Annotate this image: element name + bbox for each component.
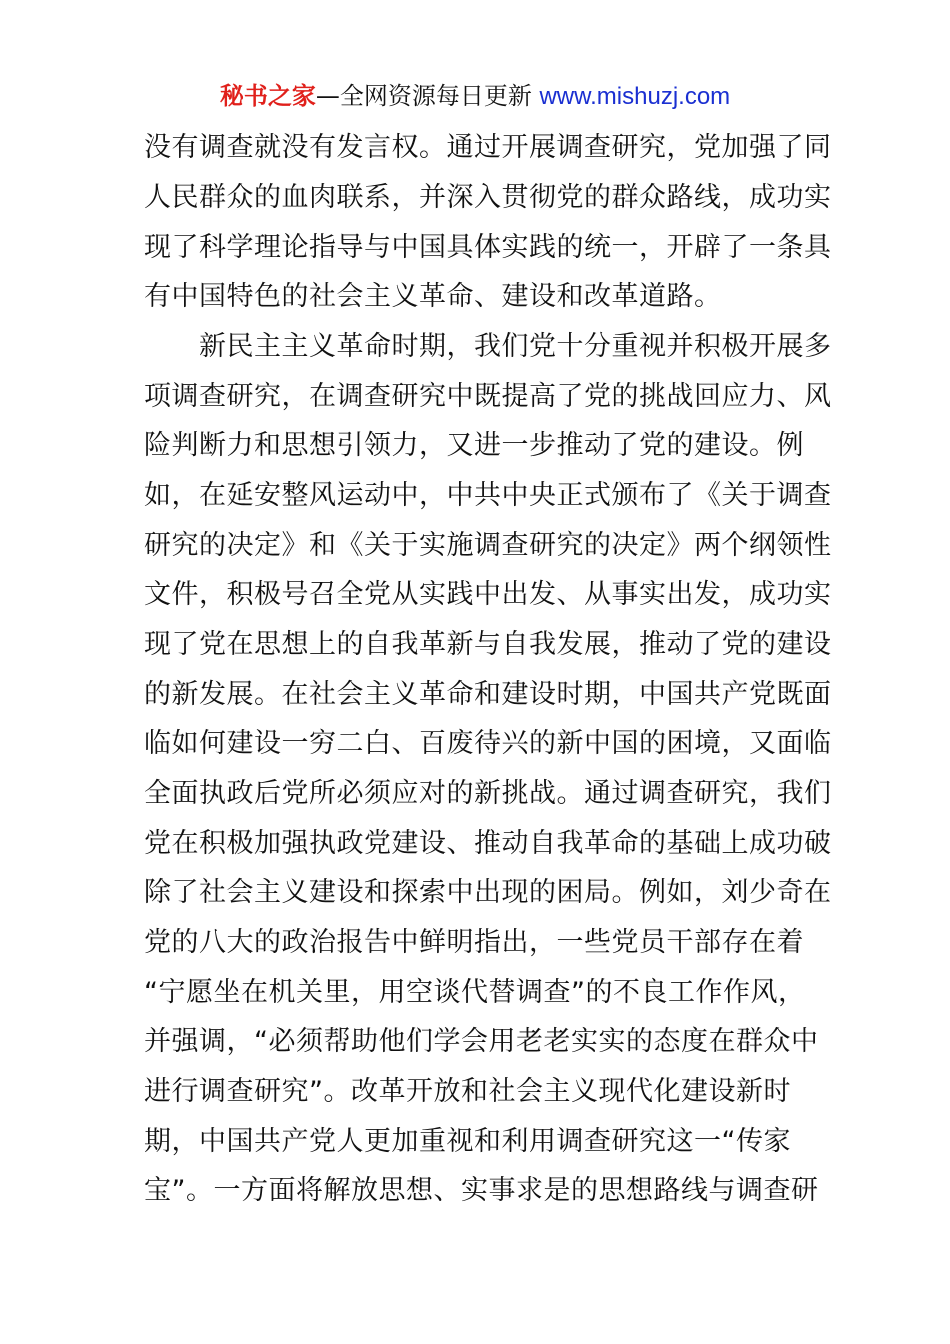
text-line: 项调查研究，在调查研究中既提高了党的挑战回应力、风 (144, 381, 832, 412)
site-tagline: —全网资源每日更新 (315, 82, 540, 110)
text-line: 如，在延安整风运动中，中共中央正式颁布了《关于调查 (144, 480, 832, 511)
text-line: 并强调，“必须帮助他们学会用老老实实的态度在群众中 (144, 1026, 819, 1057)
text-line: 除了社会主义建设和探索中出现的困局。例如，刘少奇在 (144, 877, 832, 908)
site-url: www.mishuzj.com (539, 83, 731, 110)
text-line: 有中国特色的社会主义革命、建设和改革道路。 (144, 281, 722, 312)
text-line: 党的八大的政治报告中鲜明指出，一些党员干部存在着 (144, 927, 804, 958)
text-line: 党在积极加强执政党建设、推动自我革命的基础上成功破 (144, 828, 832, 859)
text-line: 的新发展。在社会主义革命和建设时期，中国共产党既面 (144, 679, 832, 710)
text-line: 全面执政后党所必须应对的新挑战。通过调查研究，我们 (144, 778, 832, 809)
text-line: 新民主主义革命时期，我们党十分重视并积极开展多 (144, 331, 832, 362)
text-line: 人民群众的血肉联系，并深入贯彻党的群众路线，成功实 (144, 182, 832, 213)
text-line: 文件，积极号召全党从实践中出发、从事实出发，成功实 (144, 579, 832, 610)
site-brand: 秘书之家 (219, 82, 316, 110)
text-line: 研究的决定》和《关于实施调查研究的决定》两个纲领性 (144, 530, 832, 561)
text-line: 宝”。一方面将解放思想、实事求是的思想路线与调查研 (144, 1175, 819, 1206)
text-line: 现了科学理论指导与中国具体实践的统一，开辟了一条具 (144, 232, 832, 263)
text-line: 临如何建设一穷二白、百废待兴的新中国的困境，又面临 (144, 728, 832, 759)
text-line: 期，中国共产党人更加重视和利用调查研究这一“传家 (144, 1126, 791, 1157)
text-line: 进行调查研究”。改革开放和社会主义现代化建设新时 (144, 1076, 791, 1107)
text-line: 现了党在思想上的自我革新与自我发展，推动了党的建设 (144, 629, 832, 660)
text-line: 没有调查就没有发言权。通过开展调查研究，党加强了同 (144, 132, 832, 163)
text-line: 险判断力和思想引领力，又进一步推动了党的建设。例 (144, 430, 804, 461)
site-header (0, 80, 950, 113)
text-line: “宁愿坐在机关里，用空谈代替调查”的不良工作作风， (144, 977, 806, 1008)
